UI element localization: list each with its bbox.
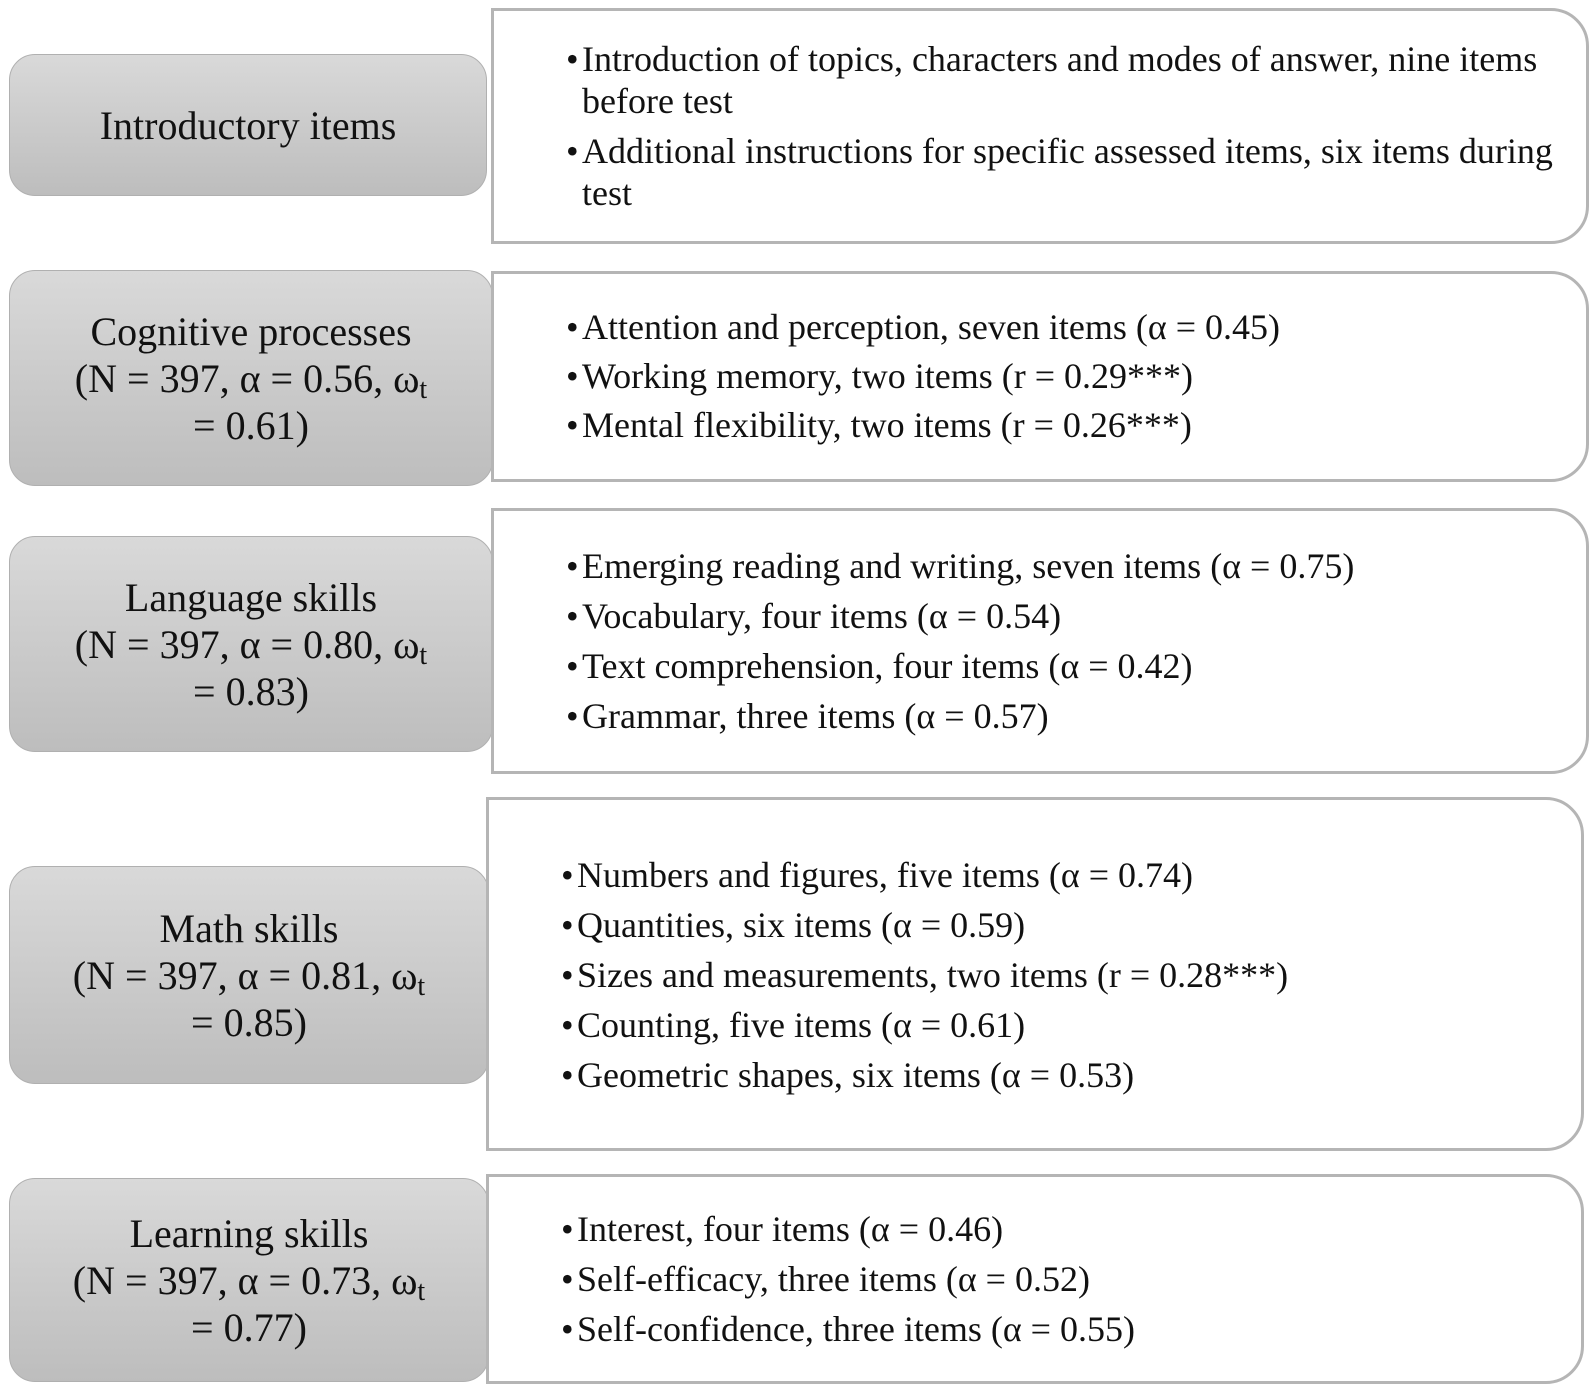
list-item: • Vocabulary, four items (α = 0.54) — [566, 591, 1566, 641]
section-stats-end: = 0.83) — [193, 668, 309, 714]
section-title: Language skills — [124, 574, 378, 620]
section-stats: (N = 397, α = 0.80, $\omega_t$ — [74, 621, 428, 671]
section-title: Introductory items — [99, 102, 397, 148]
section-box-cognitive — [491, 271, 1589, 482]
section-title: Cognitive processes — [90, 308, 412, 354]
list-item: • Numbers and figures, five items (α = 0.74) — [561, 850, 1561, 900]
section-stats-end: = 0.77) — [191, 1304, 307, 1350]
section-box-introductory — [491, 8, 1589, 244]
section-stats-end: = 0.61) — [193, 402, 309, 448]
list-item: • Quantities, six items (α = 0.59) — [561, 900, 1561, 950]
section-title: Learning skills — [129, 1210, 369, 1256]
section-stats-end: = 0.85) — [191, 999, 307, 1045]
list-item: • Grammar, three items (α = 0.57) — [566, 691, 1566, 741]
list-item: • Mental flexibility, two items (r = 0.26***) — [566, 401, 1566, 450]
section-stats: (N = 397, α = 0.56, $\omega_t$ — [74, 355, 428, 405]
list-item: • Additional instructions for specific assessed items, six items during test — [566, 130, 1566, 214]
list-item: • Working memory, two items (r = 0.29***) — [566, 352, 1566, 401]
section-box-learning — [486, 1174, 1584, 1384]
list-item: • Attention and perception, seven items (α = 0.45) — [566, 303, 1566, 352]
section-stats: (N = 397, α = 0.73, $\omega_t$ — [72, 1257, 426, 1307]
list-item: • Interest, four items (α = 0.46) — [561, 1204, 1561, 1254]
list-item: • Geometric shapes, six items (α = 0.53) — [561, 1050, 1561, 1100]
list-item: • Self-confidence, three items (α = 0.55) — [561, 1304, 1561, 1354]
list-item: • Sizes and measurements, two items (r = 0.28***) — [561, 950, 1561, 1000]
section-label-language — [9, 536, 493, 752]
list-item: • Text comprehension, four items (α = 0.42) — [566, 641, 1566, 691]
section-label-cognitive — [9, 270, 493, 486]
section-box-language — [491, 508, 1589, 774]
section-title: Math skills — [159, 905, 339, 951]
list-item: • Self-efficacy, three items (α = 0.52) — [561, 1254, 1561, 1304]
section-box-math — [486, 797, 1584, 1151]
list-item: • Counting, five items (α = 0.61) — [561, 1000, 1561, 1050]
section-label-learning — [9, 1178, 489, 1382]
section-label-math — [9, 866, 489, 1084]
list-item: • Emerging reading and writing, seven items (α = 0.75) — [566, 541, 1566, 591]
section-stats: (N = 397, α = 0.81, $\omega_t$ — [72, 952, 426, 1002]
list-item: • Introduction of topics, characters and modes of answer, nine items before test — [566, 38, 1566, 122]
section-label-introductory — [9, 54, 487, 196]
